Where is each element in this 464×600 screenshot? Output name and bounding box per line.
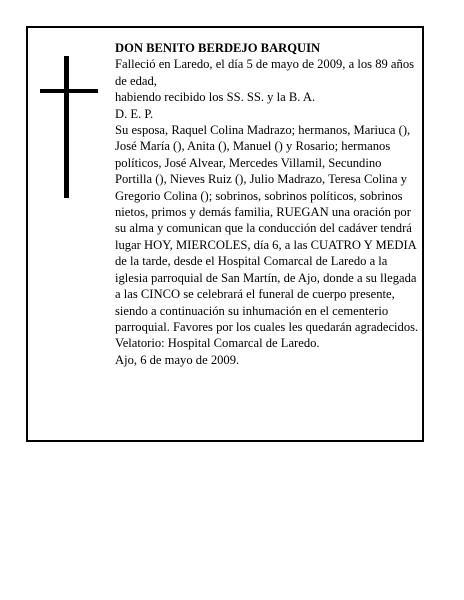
cross-horizontal-bar: [40, 89, 98, 93]
sacraments-line: habiendo recibido los SS. SS. y la B. A.: [115, 90, 316, 105]
death-details: Falleció en Laredo, el día 5 de mayo de 2009, a los 89 años de edad,: [115, 57, 415, 88]
closing-date: Ajo, 6 de mayo de 2009.: [115, 352, 240, 367]
cross-vertical-bar: [64, 56, 69, 198]
family-announcement: Su esposa, Raquel Colina Madrazo; hermanos, Mariuca (), José María (), Anita (), Manuel () y Rosario; hermanos políticos, José Alvear, Mercedes Villamil, Secundino Portilla (), Nieves Ruiz (), Julio Madrazo, Teresa Colina y Gregorio Colina (); sobrinos, sobrinos políticos, sobrinos nietos, primos y demás familia, RUEGAN una oración por su alma y comunican que la conducción del cadáver tendrá lugar HOY, MIERCOLES, día 6, a las CUATRO Y MEDIA de la tarde, desde el Hospital Comarcal de Laredo a la iglesia parroquial de San Martín, de Ajo, donde a su llegada a las CINCO se celebrará el funeral de cuerpo presente, siendo a continuación su inhumación en el cementerio parroquial. Favores por los cuales les quedarán agradecidos. Velatorio: Hospital Comarcal de Laredo.: [115, 123, 419, 351]
rip-line: D. E. P.: [115, 106, 154, 121]
notice-text: [115, 40, 421, 368]
cross-icon: [40, 56, 98, 198]
obituary-notice: [26, 26, 424, 442]
deceased-name: DON BENITO BERDEJO BARQUIN: [115, 41, 321, 55]
